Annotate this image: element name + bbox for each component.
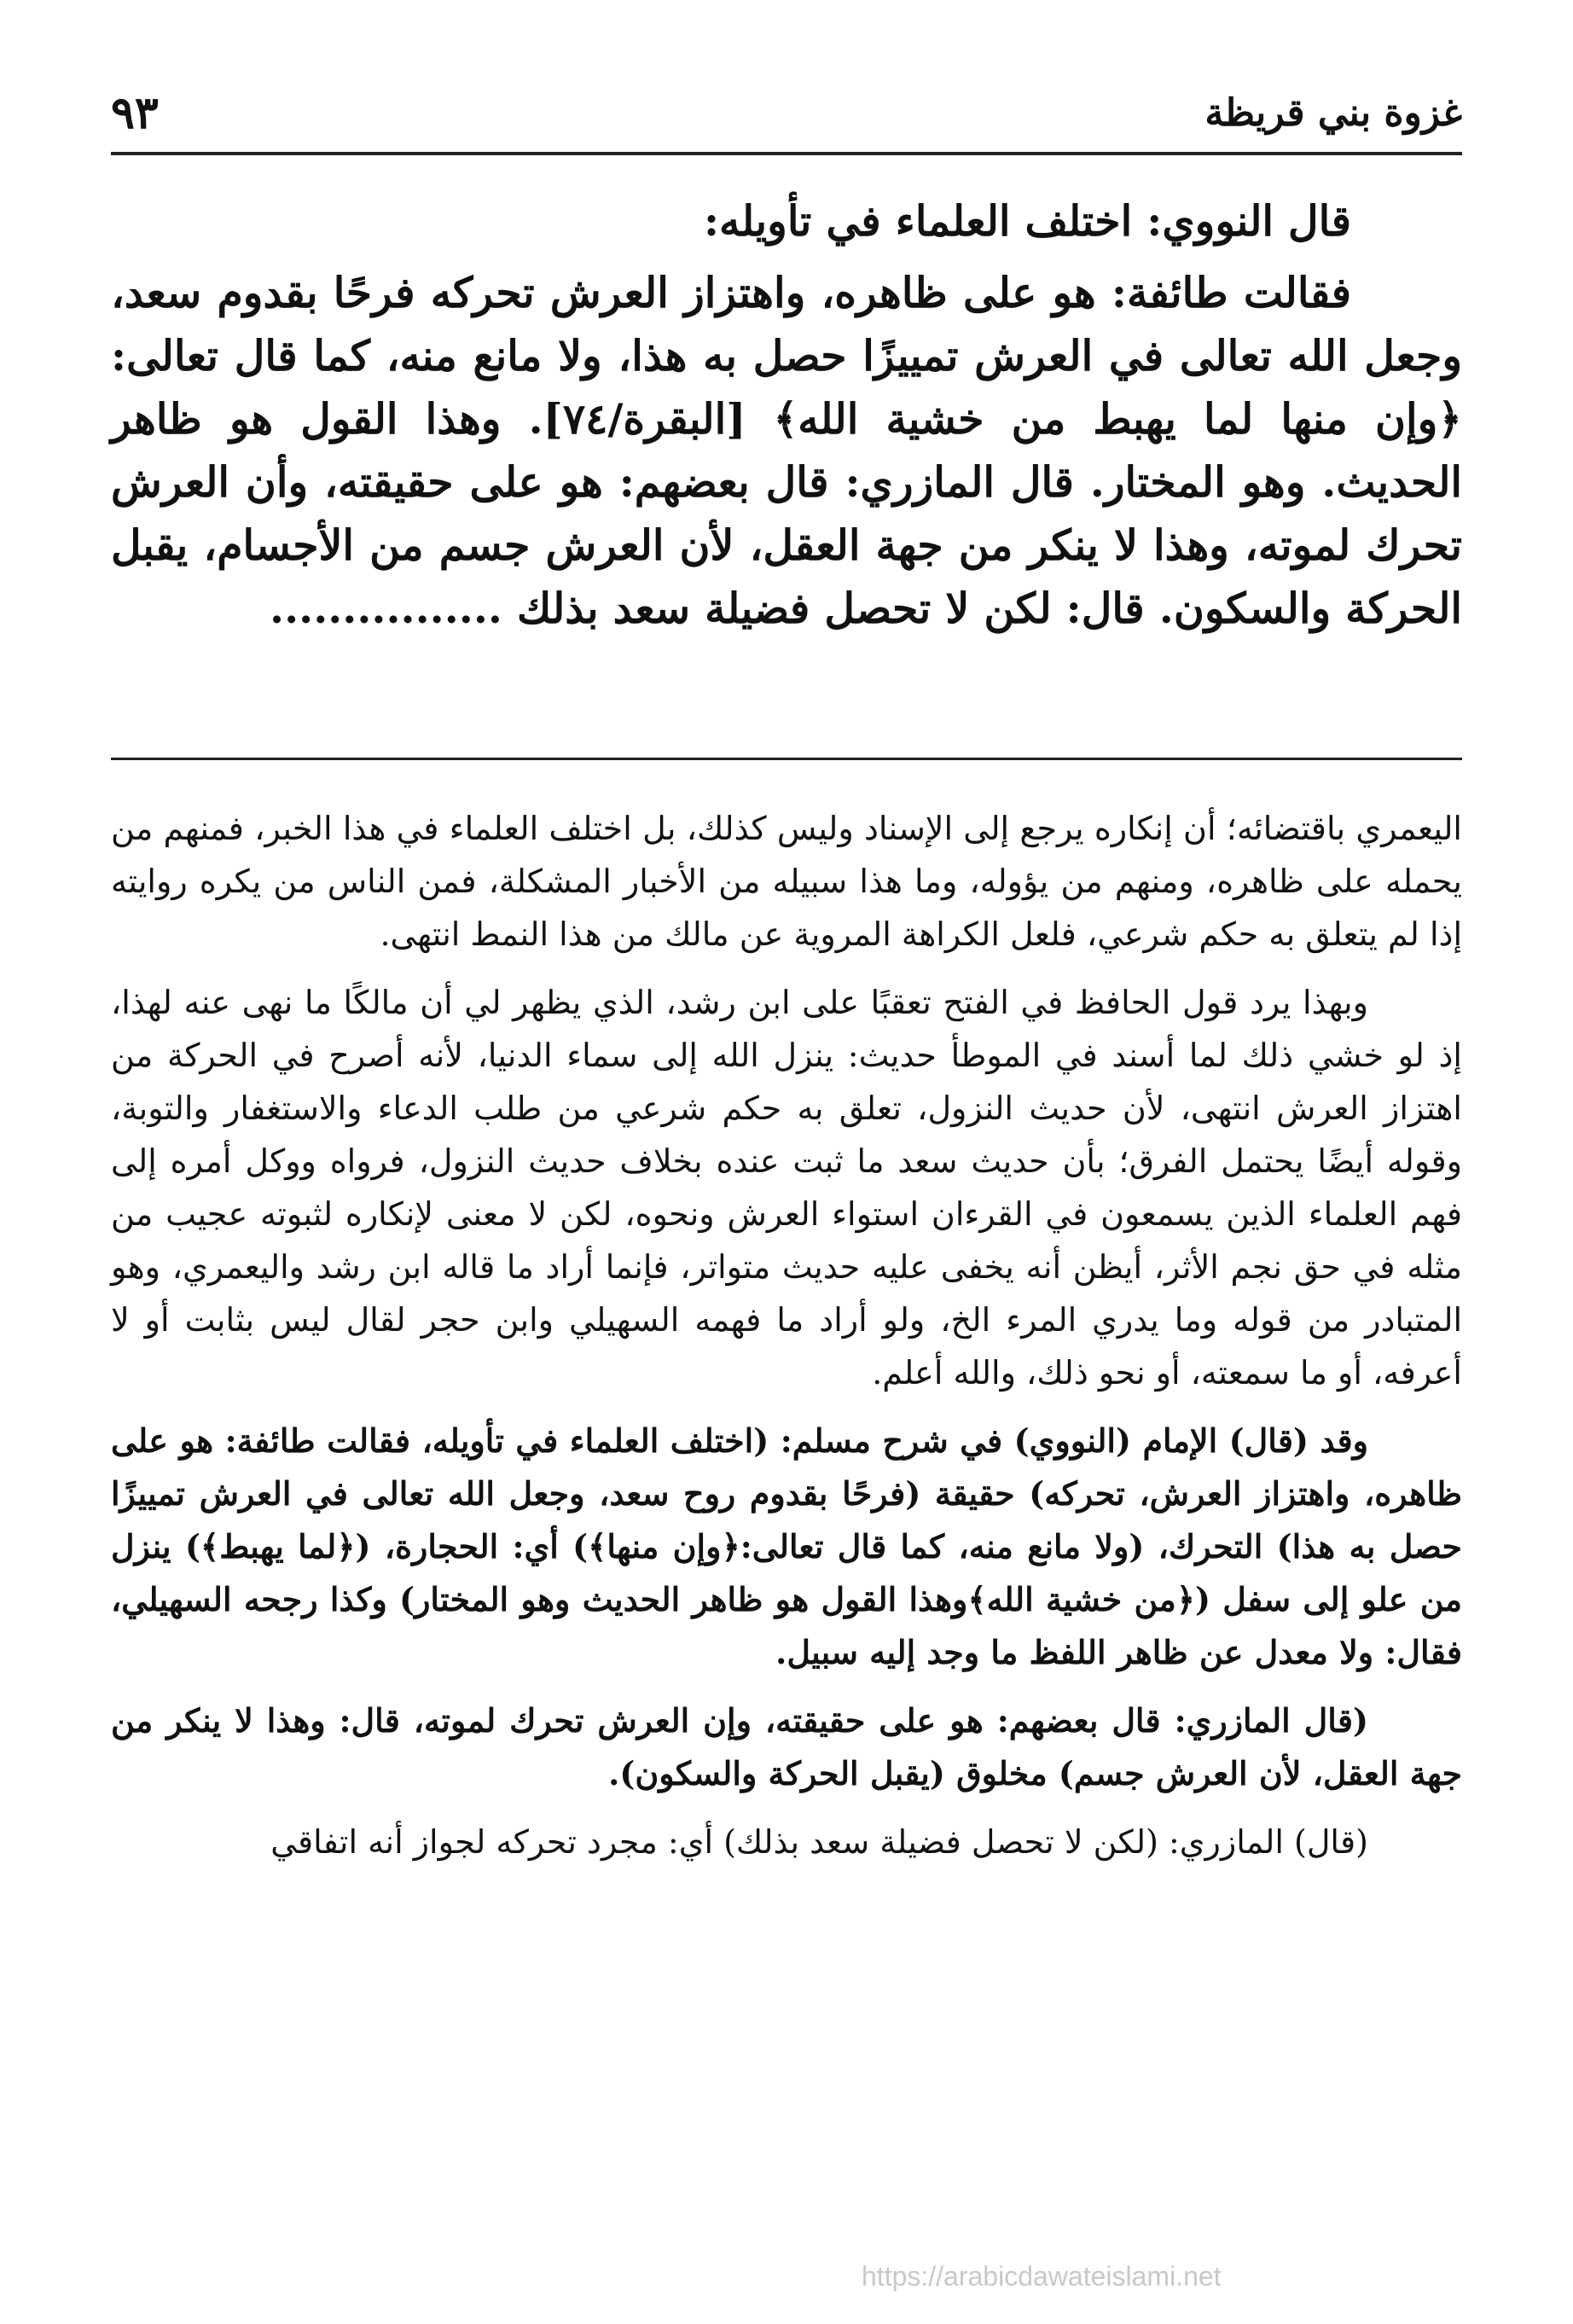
main-paragraph-2 [111,261,1462,640]
running-title: غزوة بني قريظة [1204,90,1462,135]
commentary-divider [111,758,1462,760]
commentary-paragraph-5: (قال) المازري: (لكن لا تحصل فضيلة سعد بذلك) أي: مجرد تحركه لجواز أنه اتفاقي [270,1823,1368,1861]
continuation-dots: ................ [270,584,518,633]
commentary-paragraph-2: وبهذا يرد قول الحافظ في الفتح تعقبًا على ابن رشد، الذي يظهر لي أن مالكًا ما نهى عنه لهذا، إذ لو خشي ذلك لما أسند في الموطأ حديث: ينزل الله إلى سماء الدنيا، لأنه أصرح في الحركة من اهتزاز العرش انتهى، لأن حديث النزول، تعلق به حكم شرعي من طلب الدعاء والاستغفار والتوبة، وقوله أيضًا يحتمل الفرق؛ بأن حديث سعد ما ثبت عنده بخلاف حديث النزول، فرواه ووكل أمره إلى فهم العلماء الذين يسمعون في القرءان استواء العرش ونحوه، لكن لا معنى لإنكاره لثبوته عجيب من مثله في حق نجم الأثر، أيظن أنه يخفى عليه حديث متواتر، فإنما أراد ما قاله ابن رشد واليعمري، وهو المتبادر من قوله وما يدري المرء الخ، ولو أراد ما فهمه السهيلي وابن حجر لقال ليس بثابت أو لا أعرفه، أو ما سمعته، أو نحو ذلك، والله أعلم. [111,984,1462,1391]
main-paragraph-2-a: فقالت طائفة: هو على ظاهره، واهتزاز العرش تحركه فرحًا بقدوم سعد، وجعل الله تعالى في العرش تمييزًا حصل به هذا، ولا مانع منه، كما قال تعالى: [111,268,1462,381]
main-paragraph-2-b: [البقرة/٧٤]. وهذا القول هو ظاهر الحديث. وهو المختار. قال المازري: قال بعضهم: هو على حقيقته، وأن العرش تحرك لموته، وهذا لا ينكر من جهة العقل، لأن العرش جسم من الأجسام، يقبل الحركة والسكون. قال: لكن لا تحصل فضيلة سعد بذلك [111,394,1462,633]
commentary-paragraph-3: وقد (قال) الإمام (النووي) في شرح مسلم: (اختلف العلماء في تأويله، فقالت طائفة: هو على ظاهره، واهتزاز العرش، تحركه) حقيقة (فرحًا بقدوم روح سعد، وجعل الله تعالى في العرش تمييزًا حصل به هذا) التحرك، (ولا مانع منه، كما قال تعالى:﴿وإن منها﴾) أي: الحجارة، (﴿لما يهبط﴾) ينزل من علو إلى سفل (﴿من خشية الله﴾وهذا القول هو ظاهر الحديث وهو المختار) وكذا رجحه السهيلي، فقال: ولا معدل عن ظاهر اللفظ ما وجد إليه سبيل. [111,1421,1462,1671]
site-watermark: https://arabicdawateislami.net [862,2261,1222,2292]
commentary-paragraph-4: (قال المازري: قال بعضهم: هو على حقيقته، وإن العرش تحرك لموته، قال: وهذا لا ينكر من جهة العقل، لأن العرش جسم) مخلوق (يقبل الحركة والسكون). [111,1701,1462,1792]
commentary-paragraph-1: اليعمري باقتضائه؛ أن إنكاره يرجع إلى الإسناد وليس كذلك، بل اختلف العلماء في هذا الخبر، فمنهم من يحمله على ظاهره، ومنهم من يؤوله، وما هذا سبيله من الأخبار المشكلة، فمن الناس من يكره روايته إذا لم يتعلق به حكم شرعي، فلعل الكراهة المروية عن مالك من هذا النمط انتهى. [111,810,1462,953]
main-text [111,189,1462,648]
page-header [111,78,1462,147]
main-paragraph-1: قال النووي: اختلف العلماء في تأويله: [703,196,1351,246]
page-number: ٩٣ [111,86,159,139]
quran-verse: ﴿وإن منها لما يهبط من خشية الله﴾ [773,394,1463,444]
commentary-text [111,802,1462,1884]
header-divider [111,152,1462,155]
